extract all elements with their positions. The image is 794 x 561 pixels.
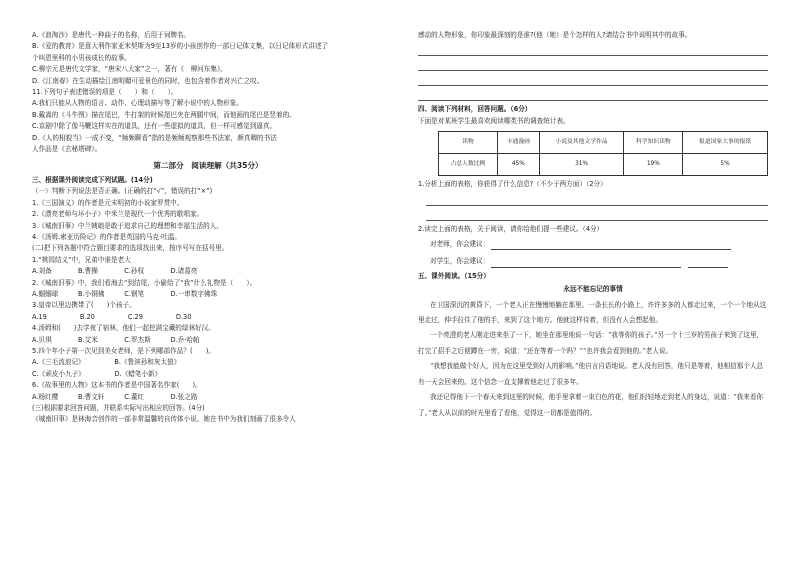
question-line: （一）判断下列说法是否正确。(正确的打“√”，错误的打“×”) xyxy=(32,187,213,196)
question-line: 1.《三国演义》的作者是元末明初的小说家罗贯中。 xyxy=(32,198,184,207)
table-cell: 45% xyxy=(497,154,539,176)
question-line: A.《浪淘沙》是唐代一种曲子的名称，后用于词牌名。 xyxy=(32,31,191,39)
question-1: 1.分析上面的表格，你获得了什么信息?（不少于两方面）（2分） xyxy=(418,180,607,189)
question-line: 5.四个年小子第一次见到美女老师，是下列哪部作品？( )。 xyxy=(32,346,215,355)
left-column xyxy=(32,30,384,426)
table-intro: 下面是对某班学生最喜欢阅读哪类书的调查统计表。 xyxy=(418,116,570,125)
table-header-cell: 读物 xyxy=(439,132,498,154)
question-line: 4.《汤姆.索亚历险记》的作者是英国的马克·吐温。 xyxy=(32,232,181,241)
section-three-heading: 三、根据课外阅读完成下列试题。(14分) xyxy=(32,175,153,184)
question-line: B.戴嵩的《斗牛图》描在尾巴，牛打架的时候尾巴夹在两腿中间，而他画的尾巴是竖着的。 xyxy=(32,110,296,119)
question-line: A.贝琪 B.艾米 C.罗杰斯 D.乔·哈帕 xyxy=(32,335,200,344)
table-header-cell: 报道国家大事的报纸 xyxy=(683,132,768,154)
answer-lines[interactable] xyxy=(418,41,768,101)
table-header-cell: 科学知识读物 xyxy=(624,132,683,154)
story-paragraph: 我还记得他下一个春天来到这里的时候，他手里拿着一束白色的花，他们轻轻地走到老人的身边，说道：“我来看你了。”老人从以前的时光里看了看他，觉得这一切都是值得的。 xyxy=(418,393,764,417)
question-intro: 感动的人物形象，你印象最深刻的是谁?(他（她）是个怎样的人?请结合书中说明其中的故事。 xyxy=(418,31,692,39)
section-five-heading: 五、课外阅读。（15分） xyxy=(418,271,490,280)
story-paragraph: “我想我能做个好人，因为在这里受到好人的影响。”他自言自语地说。老人没有回答，他只是等着，他相信那个人总有一天会回来的。这个信念一直支撑着他走过了很多年。 xyxy=(418,362,764,386)
table-header-cell: 卡通漫画 xyxy=(497,132,539,154)
story-paragraph: 在卫国深沉的黄昏下，一个老人正在慢慢地躺在那里。一条长长的小路上，许许多多的人都走过来，一个一个地从这里走过，伸手拉住了他的手，来到了这个地方。他就这样待着，但没有人会想起他。 xyxy=(418,300,767,325)
question-line: 2.《漂亮老师与坏小子》中米兰是现代一个优秀的歌唱家。 xyxy=(32,210,204,219)
question-line: C.京剧中除了像马鞭这样实在的道具，还有一些虚拟的道具，但一样可感觉到逼真。 xyxy=(32,122,277,131)
question-line: 3.皇帝以里边携带了( )个孩子。 xyxy=(32,301,136,310)
question-line: 1.“桃园结义”中，兄弟中谁是老大 xyxy=(32,255,131,264)
question-line: C.《顽皮小九子》 D.《蜡笔小新》 xyxy=(32,369,162,378)
question-line: C.柳宗元是唐代文学家，“唐宋八大家”之一，著有《 柳河东集》。 xyxy=(32,65,227,74)
story-block xyxy=(418,282,768,421)
table-header-row xyxy=(439,132,768,154)
question-line: 6.《故事里的人物》这本书的作者是中国著名作家( )。 xyxy=(32,381,202,390)
question-line: B.《爱的教育》是意大利作家亚米契斯为9至13岁的小孩创作的一部日记体文集，以日记体形式讲述了 xyxy=(32,42,329,51)
table-header-cell: 小说及其他文学作品 xyxy=(539,132,624,154)
question-block-choices xyxy=(32,30,384,155)
story-title: 永远不能忘记的事情 xyxy=(563,285,623,294)
table-row xyxy=(439,154,768,176)
advice-teacher-input[interactable] xyxy=(491,241,731,250)
advice-teacher-label: 对老师，你会建议： xyxy=(430,240,490,249)
table-cell: 19% xyxy=(624,154,683,176)
question-2: 2.读完上面的表格，关于阅读，请你给他们提一些建议。（4分） xyxy=(418,224,604,233)
question-line: A.我们只能从人物的语言、动作、心理动描写等了解小说中的人物形象。 xyxy=(32,99,243,108)
question-line: 2.《城南旧事》中，我们看海去“到结尾，小偷给了“我”什么礼物是（ ）。 xyxy=(32,278,257,287)
section-four-heading: 四、阅读下列材料，回答问题。（6分） xyxy=(418,105,532,114)
question-line: 3.《城南旧事》中兰姨娘是敢于追求自己的理想和幸福生活的人。 xyxy=(32,221,223,230)
question-line: A.杨红樱 B.曹文轩 C.董红 D.张之路 xyxy=(32,392,198,401)
question-line: D.《人的相貌当》一成不变，“频频聊看”指的是频频观察那些书法家，颜真卿的书法 xyxy=(32,133,277,142)
question-line: 4.汤姆和( )去学夜了宿林，他们一起挖满宝藏的绿林好汉。 xyxy=(32,324,215,333)
question-line: (二)把下列各题中符合题目要求的选项找出来，按序号写在括号里。 xyxy=(32,244,229,253)
question-line: A.《三毛流浪记》 B.《鲁滨孙和灰太狼》 xyxy=(32,358,181,367)
story-paragraph: 一个亮澄的老人刚走进来坐了一下，她坐在那里地说一句话：“我等你的孩子。”另一个十三岁的男孩子来到了这里，打完了招手之后便蹲在一旁，说道：“还在等着一个吗？”“也许我会看到他的。”老人说。 xyxy=(418,331,764,355)
question-block-reading xyxy=(32,186,384,426)
survey-table xyxy=(438,131,768,176)
answer-lines-q1[interactable] xyxy=(426,191,768,221)
question-line: 个叫恩里科的小男孩成长的故事。 xyxy=(32,53,131,62)
question-line: (三)根据要求回答问题，并联系实际写出相应的回答。(4分) xyxy=(32,404,205,412)
advice-student-input[interactable] xyxy=(491,259,681,268)
advice-teacher-row xyxy=(418,239,768,250)
advice-student-row xyxy=(418,256,768,267)
question-line: D.《江南春》在生动描绘江南明媚可爱景色的同时，也包含着作者对兴亡之叹。 xyxy=(32,76,264,85)
question-line: 《城南旧事》是林海音创作的一部非常温馨的自传体小说，她在书中为我们刻画了很多令人 xyxy=(32,415,296,424)
question-line: A.19 B.20 C.29 D.30 xyxy=(32,312,192,321)
question-line: A.刘备 B.曹操 C.孙权 D.诸葛亮 xyxy=(32,267,198,276)
question-line: A.蝈蝈球 B.小铜佛 C.钢笔 D.一串数字佛珠 xyxy=(32,289,218,298)
advice-student-input-extra[interactable] xyxy=(688,259,728,268)
advice-student-label: 对学生，你会建议： xyxy=(430,257,490,266)
right-column xyxy=(418,30,768,421)
question-line: 11.下列句子表述错误的项是（ ）和（ ）。 xyxy=(32,88,178,97)
part-two-title: 第二部分 阅读理解（共35分） xyxy=(153,161,263,171)
table-cell: 5% xyxy=(683,154,768,176)
table-cell: 31% xyxy=(539,154,624,176)
question-line: 人作品是《玄秘塔碑》。 xyxy=(32,145,102,154)
table-row-label: 占总人数比例 xyxy=(439,154,498,176)
